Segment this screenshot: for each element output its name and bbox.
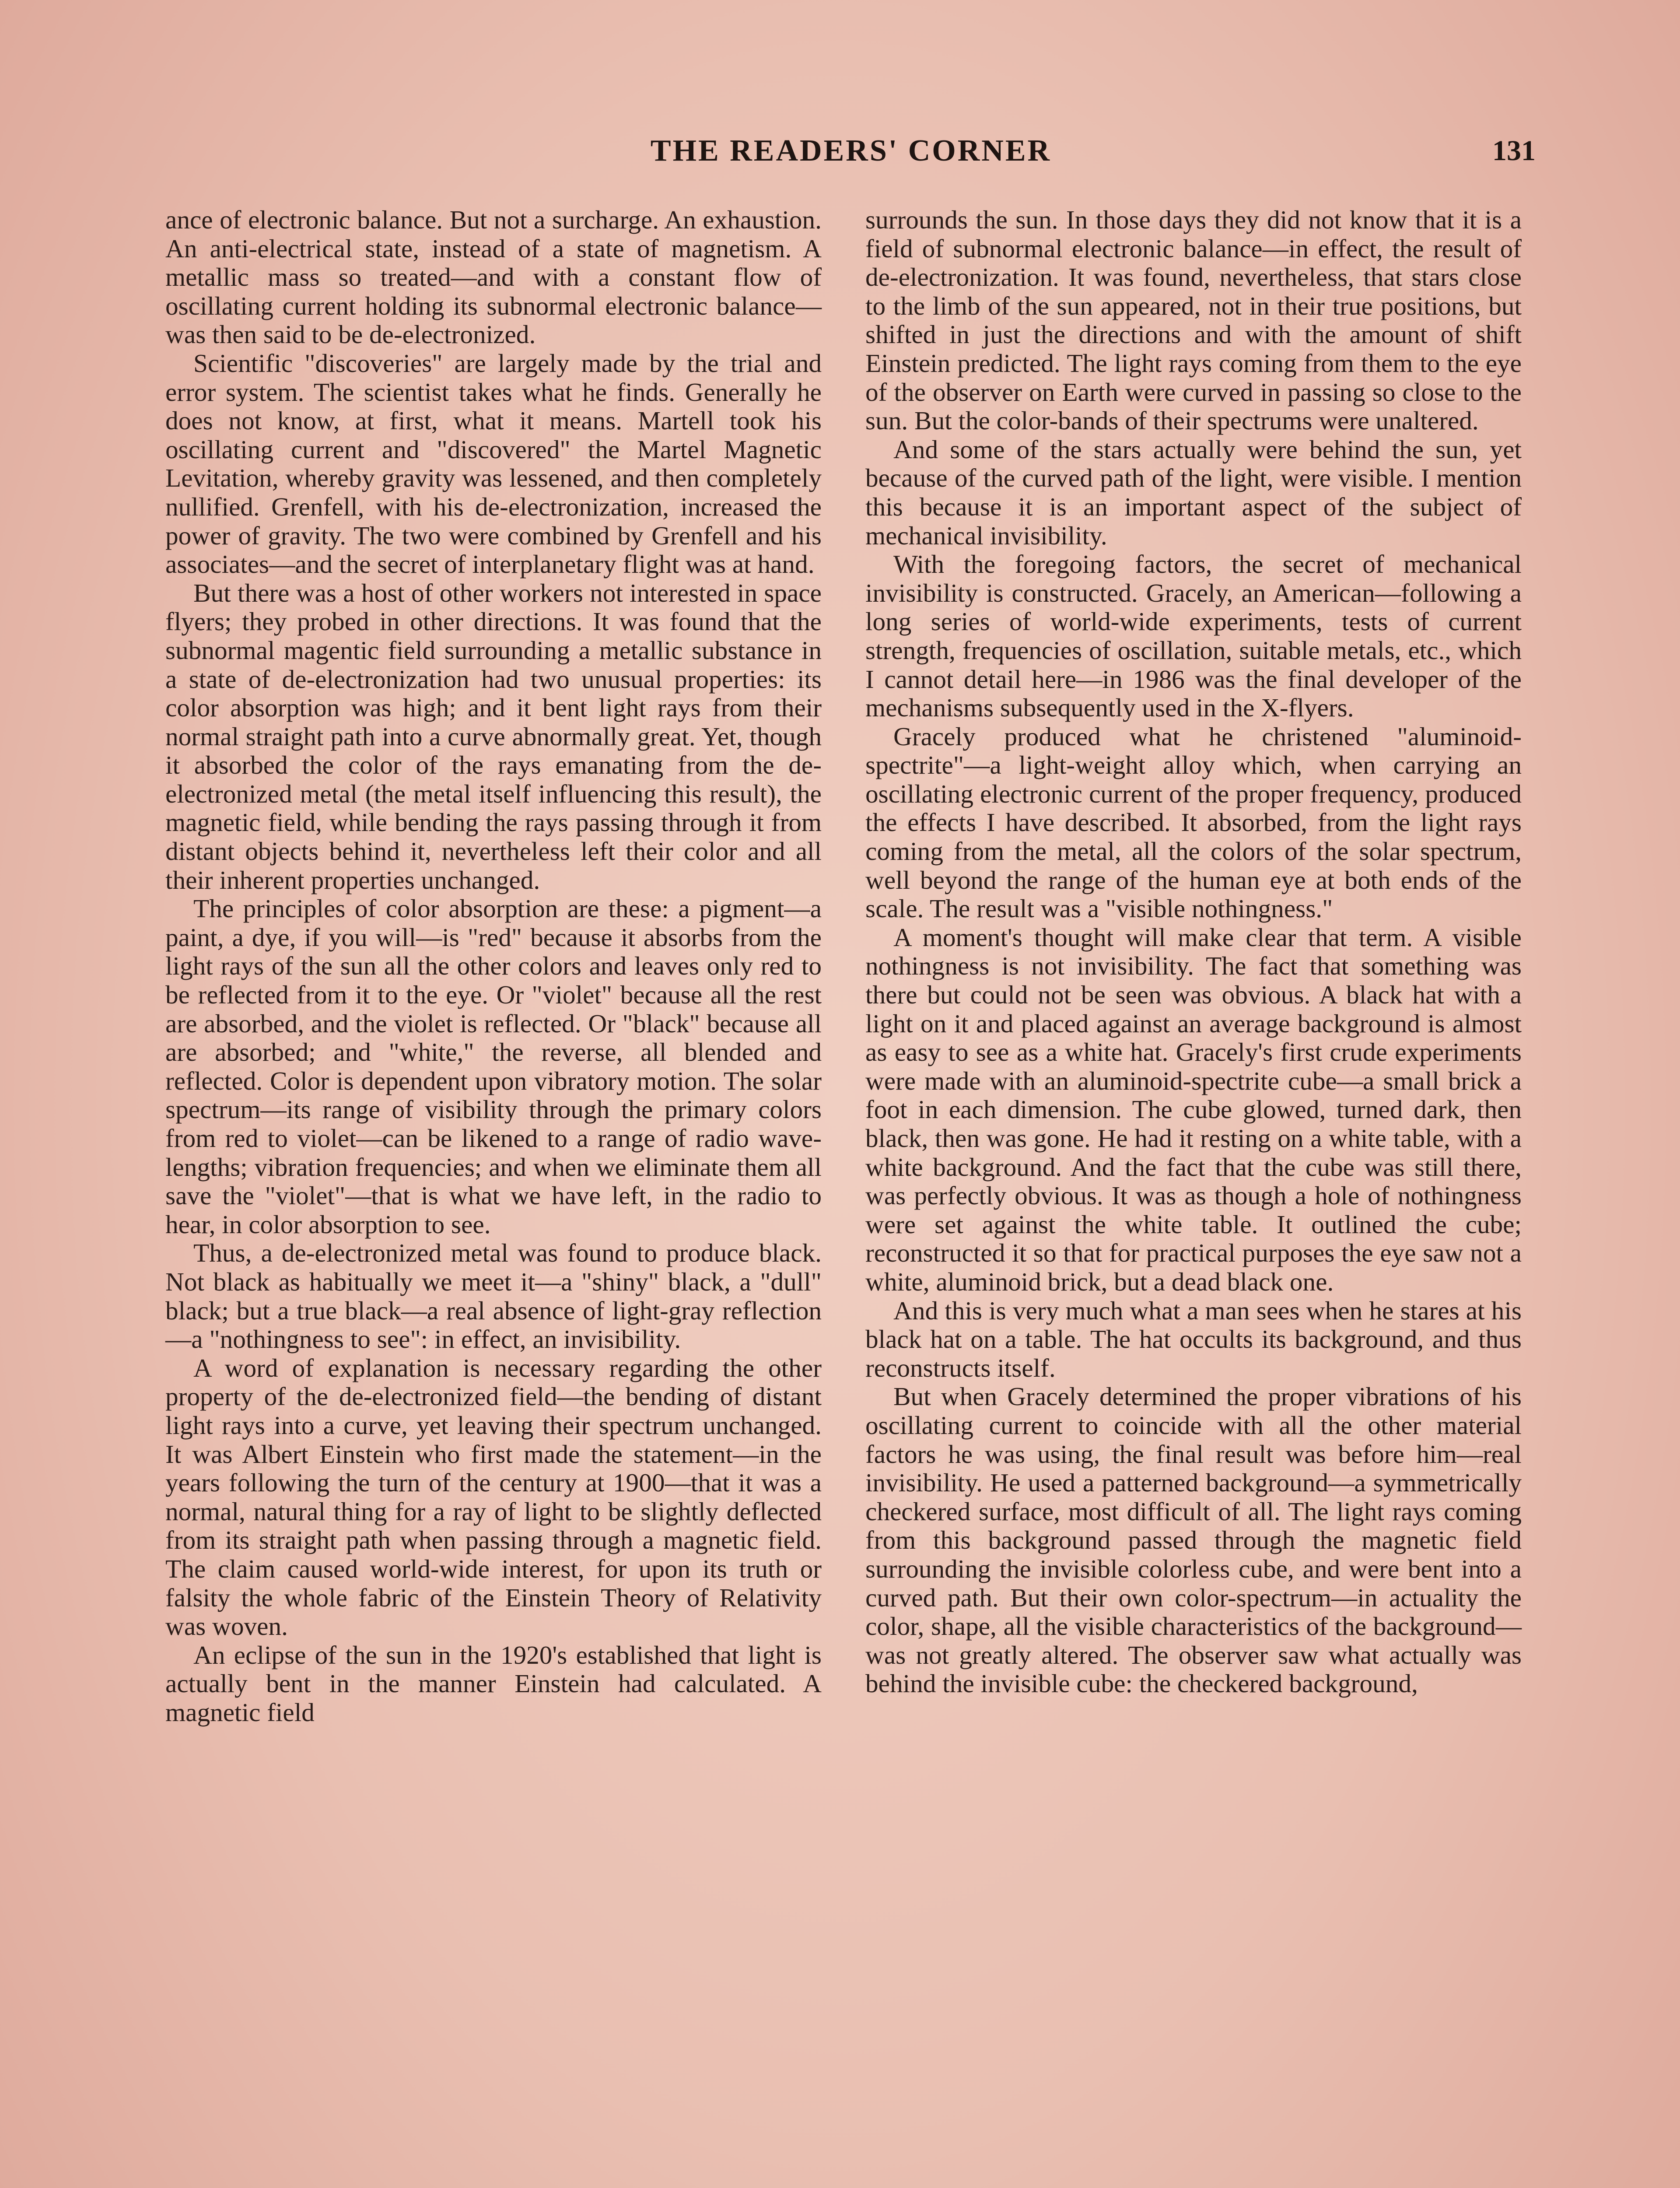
running-head: THE READERS' CORNER (650, 134, 1052, 168)
paragraph: And this is very much what a man sees when he stares at his black hat on a table. The hat occults its background, and thus reconstructs itself. (865, 1296, 1522, 1382)
paragraph: A word of explanation is necessary regarding the other property of the de-electronized field—the bending of distant light rays into a curve, yet leaving their spectrum unchanged. It was Albert Einstein who first made the statement—in the years following the turn of the century at 1900—that it was a normal, natural thing for a ray of light to be slightly deflected from its straight path when passing through a magnetic field. The claim caused world-wide interest, for upon its truth or falsity the whole fabric of the Einstein Theory of Relativity was woven. (165, 1353, 822, 1641)
paragraph: Scientific "discoveries" are largely made by the trial and error system. The scientist takes what he finds. Generally he does not know, at first, what it means. Martell took his oscillating current and "discovered" the Martel Magnetic Levitation, whereby gravity was lessened, and then completely nullified. Grenfell, with his de-electronization, increased the power of gravity. The two were combined by Grenfell and his associates—and the secret of interplanetary flight was at hand. (165, 348, 822, 579)
page-number: 131 (1492, 135, 1536, 167)
paragraph: Gracely produced what he christened "aluminoid-spectrite"—a light-weight alloy which, when carrying an oscillating electronic current of the proper frequency, produced the effects I have described. It absorbed, from the light rays coming from the metal, all the colors of the solar spectrum, well beyond the range of the human eye at both ends of the scale. The result was a "visible nothingness." (865, 722, 1522, 923)
paragraph: A moment's thought will make clear that term. A visible nothingness is not invisibility. The fact that something was there but could not be seen was obvious. A black hat with a light on it and placed against an average background is almost as easy to see as a white hat. Gracely's first crude experiments were made with an aluminoid-spectrite cube—a small brick a foot in each dimension. The cube glowed, turned dark, then black, then was gone. He had it resting on a white table, with a white background. And the fact that the cube was still there, was perfectly obvious. It was as though a hole of nothingness were set against the white table. It outlined the cube; reconstructed it so that for practical purposes the eye saw not a white, aluminoid brick, but a dead black one. (865, 922, 1522, 1296)
page-header (166, 131, 1536, 179)
paragraph: An eclipse of the sun in the 1920's established that light is actually bent in the manner Einstein had calculated. A magnetic field (165, 1640, 822, 1727)
paragraph: And some of the stars actually were behind the sun, yet because of the curved path of the light, were visible. I mention this because it is an important aspect of the subject of mechanical invisibility. (865, 435, 1522, 550)
text-column-left (165, 206, 822, 1727)
text-column-right (865, 206, 1522, 1698)
paragraph: With the foregoing factors, the secret of mechanical invisibility is constructed. Gracely, an American—following a long series of world-wide experiments, tests of current strength, frequencies of oscillation, suitable metals, etc., which I cannot detail here—in 1986 was the final developer of the mechanisms subsequently used in the X-flyers. (865, 550, 1522, 722)
paragraph: But when Gracely determined the proper vibrations of his oscillating current to coincide with all the other material factors he was using, the final result was before him—real invisibility. He used a patterned background—a symmetrically checkered surface, most difficult of all. The light rays coming from this background passed through the magnetic field surrounding the invisible colorless cube, and were bent into a curved path. But their own color-spectrum—in actuality the color, shape, all the visible characteristics of the background—was not greatly altered. The observer saw what actually was behind the invisible cube: the checkered background, (865, 1382, 1522, 1698)
paragraph: Thus, a de-electronized metal was found to produce black. Not black as habitually we meet it—a "shiny" black, a "dull" black; but a true black—a real absence of light-gray reflection—a "nothingness to see": in effect, an invisibility. (165, 1238, 822, 1354)
paragraph: But there was a host of other workers not interested in space flyers; they probed in other directions. It was found that the subnormal magentic field surrounding a metallic substance in a state of de-electronization had two unusual properties: its color absorption was high; and it bent light rays from their normal straight path into a curve abnormally great. Yet, though it absorbed the color of the rays emanating from the de-electronized metal (the metal itself influencing this result), the magnetic field, while bending the rays passing through it from distant objects behind it, nevertheless left their color and all their inherent properties unchanged. (165, 578, 822, 894)
paragraph: surrounds the sun. In those days they did not know that it is a field of subnormal electronic balance—in effect, the result of de-electronization. It was found, nevertheless, that stars close to the limb of the sun appeared, not in their true positions, but shifted in just the directions and with the amount of shift Einstein predicted. The light rays coming from them to the eye of the observer on Earth were curved in passing so close to the sun. But the color-bands of their spectrums were unaltered. (865, 205, 1522, 435)
paragraph: ance of electronic balance. But not a surcharge. An exhaustion. An anti-electrical state, instead of a state of magnetism. A metallic mass so treated—and with a constant flow of oscillating current holding its subnormal electronic balance—was then said to be de-electronized. (165, 205, 822, 349)
paragraph: The principles of color absorption are these: a pigment—a paint, a dye, if you will—is "red" because it absorbs from the light rays of the sun all the other colors and leaves only red to be reflected from it to the eye. Or "violet" because all the rest are absorbed, and the violet is reflected. Or "black" because all are absorbed; and "white," the reverse, all blended and reflected. Color is dependent upon vibratory motion. The solar spectrum—its range of visibility through the primary colors from red to violet—can be likened to a range of radio wave-lengths; vibration frequencies; and when we eliminate them all save the "violet"—that is what we have left, in the radio to hear, in color absorption to see. (165, 894, 822, 1239)
